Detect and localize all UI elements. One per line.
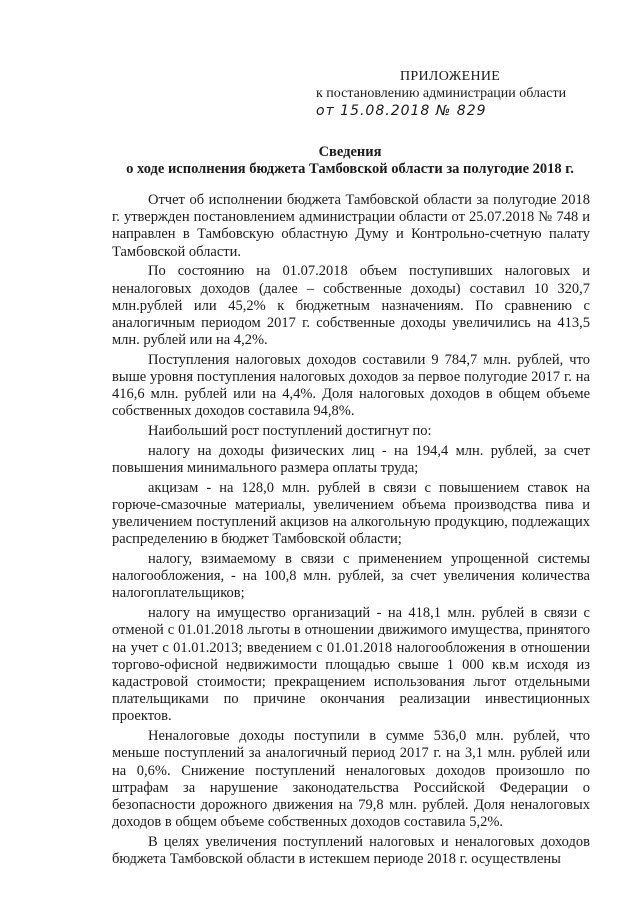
paragraph: В целях увеличения поступлений налоговых и неналоговых доходов бюджета Тамбовской области в истекшем периоде 2018 г. осуществлены xyxy=(112,833,590,868)
appendix-title: ПРИЛОЖЕНИЕ xyxy=(400,69,501,84)
paragraph: Отчет об исполнении бюджета Тамбовской области за полугодие 2018 г. утвержден постановлением администрации области от 25.07.2018 № 748 и направлен в Тамбовскую областную Думу и Контрольно-счетную палату Тамбовской области. xyxy=(112,192,590,260)
paragraph: Поступления налоговых доходов составили 9 784,7 млн. рублей, что выше уровня поступления налоговых доходов за первое полугодие 2017 г. на 416,6 млн. рублей или на 4,4%. Доля налоговых доходов в общем объеме собственных доходов составила 94,8%. xyxy=(112,351,590,420)
paragraph: акцизам - на 128,0 млн. рублей в связи с повышением ставок на горюче-смазочные материалы, увеличением объема производства пива и увеличением поступлений акцизов на алкогольную продукцию, подлежащих распределению в бюджет Тамбовской области; xyxy=(112,479,590,548)
paragraph: налогу на доходы физических лиц - на 194,4 млн. рублей, за счет повышения минимального размера оплаты труда; xyxy=(112,442,590,477)
paragraph: налогу, взимаемому в связи с применением упрощенной системы налогообложения, - на 100,8 млн. рублей, за счет увеличения количества налогоплательщиков; xyxy=(112,551,590,602)
document-body xyxy=(112,192,590,871)
heading-line-2: о ходе исполнения бюджета Тамбовской области за полугодие 2018 г. xyxy=(126,161,574,177)
paragraph: налогу на имущество организаций - на 418,1 млн. рублей в связи с отменой с 01.01.2018 льготы в отношении движимого имущества, принятого на учет с 01.01.2013; введением с 01.01.2018 налогообложения в отношении торгово-офисной недвижимости площадью свыше 1 000 кв.м исходя из кадастровой стоимости; прекращением использования льгот отдельными плательщиками по причине окончания реализации инвестиционных проектов. xyxy=(112,605,590,725)
document-heading xyxy=(70,144,630,178)
paragraph: Наибольший рост поступлений достигнут по: xyxy=(148,423,432,440)
heading-line-1: Сведения xyxy=(318,144,382,160)
paragraph: Неналоговые доходы поступили в сумме 536,0 млн. рублей, что меньше поступлений за аналогичный период 2017 г. на 3,1 млн. рублей или на 0,6%. Снижение поступлений неналоговых доходов произошло по штрафам за нарушение законодательства Российской Федерации о безопасности дорожного движения на 79,8 млн. рублей. Доля неналоговых доходов в общем объеме собственных доходов составила 5,2%. xyxy=(112,728,590,831)
handwritten-date-number: от 15.08.2018 № 829 xyxy=(316,103,487,119)
appendix-subtitle: к постановлению администрации области xyxy=(316,86,567,101)
appendix-block xyxy=(300,68,600,120)
paragraph: По состоянию на 01.07.2018 объем поступивших налоговых и неналоговых доходов (далее – собственные доходы) составил 10 320,7 млн.рублей или 45,2% к бюджетным назначениям. По сравнению с аналогичным периодом 2017 г. собственные доходы увеличились на 413,5 млн. рублей или на 4,2%. xyxy=(112,263,590,349)
